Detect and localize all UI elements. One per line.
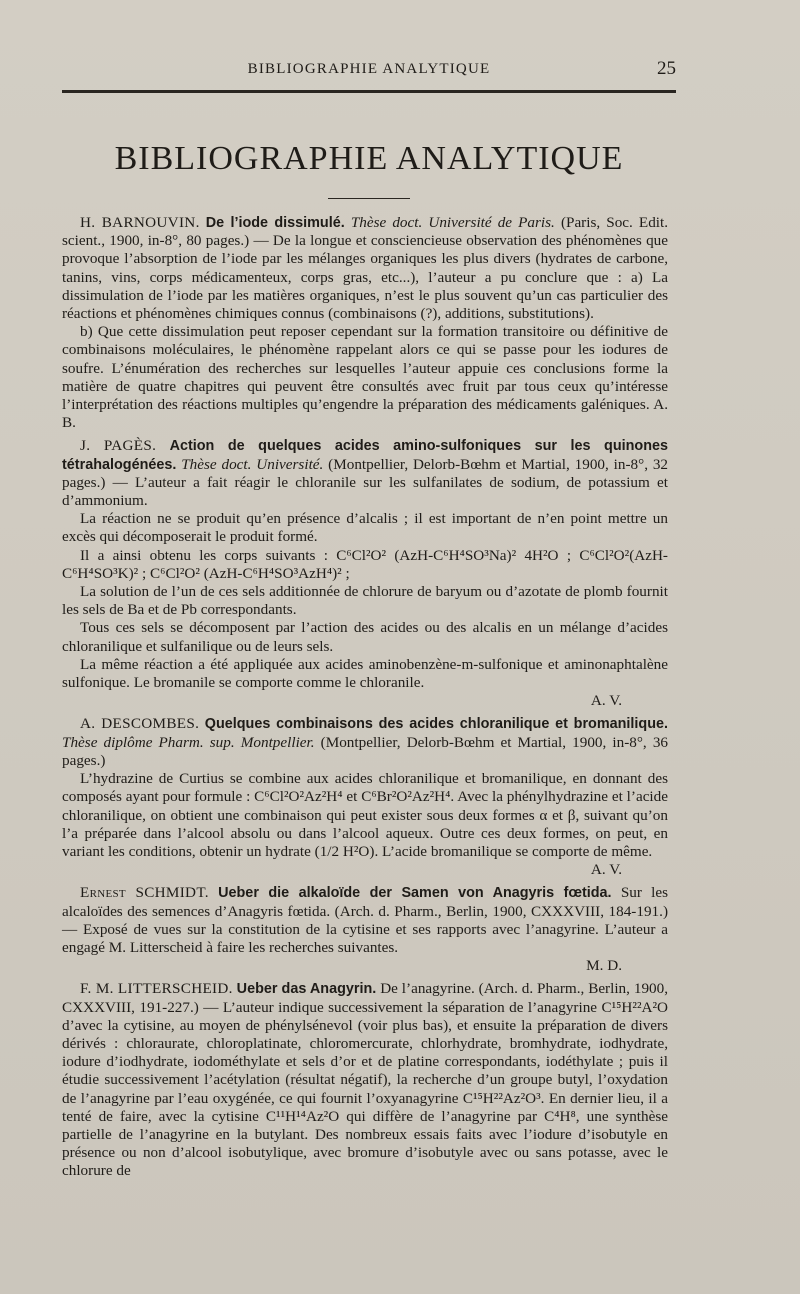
running-title: BIBLIOGRAPHIE ANALYTIQUE xyxy=(247,61,491,77)
bibliography-entry xyxy=(62,980,668,1180)
entry-paragraph: La même réaction a été appliquée aux acides aminobenzène-m-sulfonique et aminonaphtalène sulfonique. Le bromanile se comporte comme le chloranile. xyxy=(62,655,668,692)
entry-lead-paragraph xyxy=(62,214,668,323)
entry-text: Sur les alcaloïdes des semences d’Anagyris fœtida. (Arch. d. Pharm., Berlin, 1900, CXXXVIII, 184-191.) — Exposé de vues sur la constitution de la cytisine et ses rapports avec l’anagyrine. L’auteur a engagé M. Litterscheid à faire les recherches suivantes. xyxy=(62,884,669,956)
entry-paragraph: b) Que cette dissimulation peut reposer cependant sur la formation transitoire ou définitive de combinaisons moléculaires, le phénomène rappelant alors ce qui se passe pour les iodures de soufre. L’énumération des recherches sur lesquelles l’auteur appuie ces conclusions forme la matière de quatre chapitres qui peuvent être consultés avec fruit par tous ceux qu’intéresse l’interprétation des réactions multiples qu’engendre la préparation des médicaments galéniques. A. B. xyxy=(62,323,668,432)
entry-title: De l’iode dissimulé. xyxy=(205,215,345,231)
entry-paragraph: La solution de l’un de ces sels additionnée de chlorure de baryum ou d’azotate de plomb fournit les sels de Ba et de Pb correspondants. xyxy=(62,583,668,619)
entry-lead-paragraph xyxy=(62,437,668,510)
entry-paragraph: L’hydrazine de Curtius se combine aux acides chloranilique et bromanilique, en donnant des composés ayant pour formule : C⁶Cl²O²Az²H⁴ et C⁶Br²O²Az²H⁴. Avec la phénylhydrazine et l’acide chloranilique, on obtient une combinaison qui peut exister sous deux formes α et β, suivant qu’on l’a préparée dans l’alcool absolu ou dans l’alcool aqueux. Outre ces deux formes, on peut, en variant les conditions, obtenir un hydrate (1/2 H²O). L’acide bromanilique se comporte de même. xyxy=(62,770,668,860)
entry-signature: M. D. xyxy=(586,957,622,975)
running-head xyxy=(62,58,676,84)
section-title: BIBLIOGRAPHIE ANALYTIQUE xyxy=(114,140,624,177)
entry-text: (Paris, Soc. Edit. scient., 1900, in-8°, 80 pages.) — De la longue et consciencieuse observation des phénomènes que provoque l’absorption de l’iode par les mélanges organiques les plus divers (hydrates de carbone, tanins, vins, corps médicamenteux, corps gras, etc...), l’auteur a pu conclure que : a) La dissimulation de l’iode par les matières organiques, n’est le plus souvent qu’un cas particulier des réactions et phénomènes chimiques connus (combinaisons (?), additions, substitutions). xyxy=(62,214,669,323)
entry-author: A. DESCOMBES. xyxy=(80,715,200,733)
entry-author: H. BARNOUVIN. xyxy=(80,214,200,231)
entry-lead-paragraph xyxy=(62,715,668,770)
entry-author: Ernest SCHMIDT. xyxy=(80,884,209,902)
bibliography-entry xyxy=(62,884,668,975)
entry-paragraph: La réaction ne se produit qu’en présence d’alcalis ; il est important de n’en point mettre un excès qui décomposerait le produit formé. xyxy=(62,510,668,546)
entry-source: Thèse doct. Université de Paris. xyxy=(350,214,555,231)
entry-paragraph: Tous ces sels se décomposent par l’action des acides ou des alcalis en un mélange d’acides chloranilique et sulfanilique ou de leurs sels. xyxy=(62,619,668,655)
page-number: 25 xyxy=(657,58,676,79)
title-rule xyxy=(328,198,410,199)
bibliography-entry xyxy=(62,437,668,710)
entry-title: Action de quelques acides amino-sulfoniques sur les quinones tétrahalogénées. xyxy=(62,438,669,473)
entry-text: (Montpellier, Delorb-Bœhm et Martial, 1900, in-8°, 32 pages.) — L’auteur a fait réagir le chloranile sur les sulfanilates de sodium, de potassium et d’ammonium. xyxy=(62,455,669,510)
entry-signature: A. V. xyxy=(590,692,622,710)
entry-source: Thèse diplôme Pharm. sup. Montpellier. xyxy=(62,733,315,751)
entry-paragraph: Il a ainsi obtenu les corps suivants : C⁶Cl²O² (AzH-C⁶H⁴SO³Na)² 4H²O ; C⁶Cl²O²(AzH-C⁶H⁴SO³K)² ; C⁶Cl²O² (AzH-C⁶H⁴SO³AzH⁴)² ; xyxy=(62,546,668,582)
header-rule xyxy=(62,90,676,93)
entry-signature: A. V. xyxy=(590,861,622,879)
entry-lead-paragraph xyxy=(62,884,668,957)
entry-lead-paragraph xyxy=(62,980,668,1180)
bibliography-entries xyxy=(62,214,668,1186)
entry-source: Thèse doct. Université. xyxy=(181,455,324,473)
entry-title: Quelques combinaisons des acides chloranilique et bromanilique. xyxy=(204,716,669,733)
entry-title: Ueber das Anagyrin. xyxy=(236,981,377,998)
entry-title: Ueber die alkaloïde der Samen von Anagyris fœtida. xyxy=(218,885,612,902)
entry-text: De l’anagyrine. (Arch. d. Pharm., Berlin, 1900, CXXXVIII, 191-227.) — L’auteur indique successivement la séparation de l’anagyrine C¹⁵H²²A²O d’avec la cytisine, au moyen de phénylsénevol (voir plus bas), et ensuite la préparation de divers dérivés : chloraurate, chloroplatinate, chloromercurate, chlorhydrate, bromhydrate, iodhydrate, iodure d’iodhydrate, iodométhylate et sels d’or et de platine correspondants, iodéthylate ; puis il étudie successivement l’acétylation (résultat négatif), la recherche d’un groupe butyl, l’oxydation de l’anagyrine par l’eau oxygénée, ce qui fournit l’oxyanagyrine C¹⁵H²²Az²O³. En dernier lieu, il a tenté de faire, avec la cytisine C¹¹H¹⁴Az²O qui diffère de l’anagyrine par C⁴H⁸, une synthèse partielle de l’anagyrine en la butylant. Des nombreux essais faits avec l’iodure d’isobutyle en présence ou non d’alcool isobutylique, avec bromure d’isobutyle avec ou sans potasse, avec le chlorure de xyxy=(62,980,669,1180)
bibliography-entry xyxy=(62,715,668,879)
entry-author: F. M. LITTERSCHEID. xyxy=(80,980,233,998)
entry-author: J. PAGÈS. xyxy=(80,437,157,455)
bibliography-entry xyxy=(62,214,668,432)
entry-text: (Montpellier, Delorb-Bœhm et Martial, 1900, in-8°, 36 pages.) xyxy=(62,733,669,769)
